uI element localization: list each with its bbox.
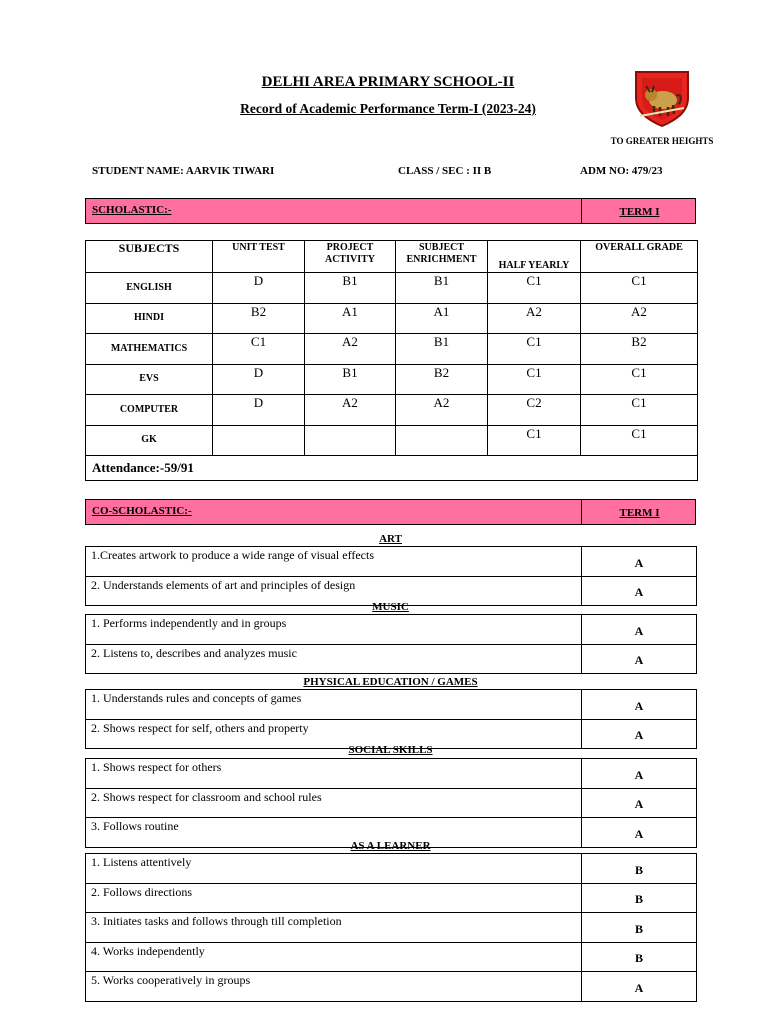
subject-name: MATHEMATICS bbox=[86, 334, 213, 365]
skill-grade: A bbox=[582, 690, 697, 720]
co-scholastic-label: CO-SCHOLASTIC:- bbox=[92, 505, 192, 517]
grade-cell: C2 bbox=[488, 395, 581, 426]
subject-name: EVS bbox=[86, 364, 213, 395]
skill-grade: A bbox=[582, 547, 697, 577]
attendance: Attendance:-59/91 bbox=[86, 456, 698, 481]
table-row bbox=[86, 425, 698, 456]
skill-description: 4. Works independently bbox=[86, 942, 582, 972]
scholastic-section-bar bbox=[85, 198, 696, 224]
co-scholastic-section-bar bbox=[85, 499, 696, 525]
grade-cell: B2 bbox=[581, 334, 698, 365]
record-title: Record of Academic Performance Term-I (2023-24) bbox=[240, 101, 536, 116]
subject-name: HINDI bbox=[86, 303, 213, 334]
skill-grade: A bbox=[582, 759, 697, 789]
subject-name: COMPUTER bbox=[86, 395, 213, 426]
grade-cell: B1 bbox=[305, 364, 396, 395]
grade-cell: D bbox=[213, 364, 305, 395]
skill-description: 3. Initiates tasks and follows through till completion bbox=[86, 913, 582, 943]
grade-cell: C1 bbox=[213, 334, 305, 365]
as-a-learner-table bbox=[85, 853, 697, 1002]
skill-description: 1. Understands rules and concepts of games bbox=[86, 690, 582, 720]
table-row bbox=[86, 913, 697, 943]
grade-cell: C1 bbox=[488, 273, 581, 304]
column-header: PROJECT ACTIVITY bbox=[305, 241, 396, 273]
section-title-art: ART bbox=[379, 533, 402, 545]
table-row bbox=[86, 364, 698, 395]
grade-cell: A2 bbox=[488, 303, 581, 334]
grade-cell: C1 bbox=[581, 364, 698, 395]
table-row bbox=[86, 883, 697, 913]
admission-number: ADM NO: 479/23 bbox=[580, 165, 663, 177]
school-crest-icon bbox=[632, 68, 692, 128]
section-title-social-skills: SOCIAL SKILLS bbox=[348, 744, 433, 756]
column-header: SUBJECT ENRICHMENT bbox=[396, 241, 488, 273]
scholastic-label: SCHOLASTIC:- bbox=[92, 204, 172, 216]
grade-cell: B2 bbox=[213, 303, 305, 334]
grade-cell bbox=[213, 425, 305, 456]
section-title-as-a-learner: AS A LEARNER bbox=[350, 840, 431, 852]
school-name: DELHI AREA PRIMARY SCHOOL-II bbox=[261, 74, 515, 90]
skill-grade: A bbox=[582, 719, 697, 749]
skill-description: 2. Follows directions bbox=[86, 883, 582, 913]
column-header: SUBJECTS bbox=[86, 241, 213, 273]
co-scholastic-term-label: TERM I bbox=[581, 500, 697, 524]
scholastic-header-row bbox=[86, 241, 698, 273]
table-row bbox=[86, 942, 697, 972]
grade-cell: C1 bbox=[581, 425, 698, 456]
grade-cell: B2 bbox=[396, 364, 488, 395]
skill-description: 1. Performs independently and in groups bbox=[86, 615, 582, 645]
grade-cell bbox=[396, 425, 488, 456]
grade-cell: A2 bbox=[581, 303, 698, 334]
grade-cell: D bbox=[213, 273, 305, 304]
grade-cell: B1 bbox=[305, 273, 396, 304]
table-row bbox=[86, 334, 698, 365]
section-title-music: MUSIC bbox=[372, 601, 409, 613]
skill-description: 2. Listens to, describes and analyzes music bbox=[86, 644, 582, 674]
grade-cell: A1 bbox=[396, 303, 488, 334]
scholastic-term-label: TERM I bbox=[581, 199, 697, 223]
table-row bbox=[86, 854, 697, 884]
grade-cell: C1 bbox=[581, 273, 698, 304]
subject-name: GK bbox=[86, 425, 213, 456]
art-table bbox=[85, 546, 697, 606]
skill-description: 2. Understands elements of art and principles of design bbox=[86, 576, 582, 606]
skill-description: 2. Shows respect for classroom and school rules bbox=[86, 788, 582, 818]
skill-grade: A bbox=[582, 972, 697, 1002]
grade-cell: C1 bbox=[488, 334, 581, 365]
grade-cell: A2 bbox=[305, 395, 396, 426]
table-row bbox=[86, 972, 697, 1002]
skill-grade: A bbox=[582, 615, 697, 645]
column-header: OVERALL GRADE bbox=[581, 241, 698, 273]
scholastic-table bbox=[85, 240, 698, 481]
grade-cell: A2 bbox=[305, 334, 396, 365]
column-header: UNIT TEST bbox=[213, 241, 305, 273]
table-row bbox=[86, 788, 697, 818]
skill-description: 2. Shows respect for self, others and property bbox=[86, 719, 582, 749]
grade-cell: D bbox=[213, 395, 305, 426]
grade-cell: B1 bbox=[396, 334, 488, 365]
skill-grade: B bbox=[582, 913, 697, 943]
grade-cell: A2 bbox=[396, 395, 488, 426]
grade-cell: C1 bbox=[581, 395, 698, 426]
table-row bbox=[86, 303, 698, 334]
attendance-row bbox=[86, 456, 698, 481]
grade-cell: C1 bbox=[488, 364, 581, 395]
section-title-physical-education: PHYSICAL EDUCATION / GAMES bbox=[303, 676, 478, 688]
class-section: CLASS / SEC : II B bbox=[398, 165, 492, 177]
table-row bbox=[86, 759, 697, 789]
column-header: HALF YEARLY bbox=[488, 241, 581, 273]
table-row bbox=[86, 644, 697, 674]
skill-grade: B bbox=[582, 942, 697, 972]
grade-cell: A1 bbox=[305, 303, 396, 334]
skill-description: 3. Follows routine bbox=[86, 818, 582, 848]
table-row bbox=[86, 547, 697, 577]
table-row bbox=[86, 615, 697, 645]
grade-cell: B1 bbox=[396, 273, 488, 304]
skill-grade: A bbox=[582, 576, 697, 606]
social-skills-table bbox=[85, 758, 697, 848]
student-name: STUDENT NAME: AARVIK TIWARI bbox=[92, 165, 275, 177]
grade-cell: C1 bbox=[488, 425, 581, 456]
table-row bbox=[86, 273, 698, 304]
skill-grade: A bbox=[582, 644, 697, 674]
table-row bbox=[86, 690, 697, 720]
music-table bbox=[85, 614, 697, 674]
grade-cell bbox=[305, 425, 396, 456]
skill-description: 5. Works cooperatively in groups bbox=[86, 972, 582, 1002]
skill-grade: A bbox=[582, 818, 697, 848]
skill-grade: B bbox=[582, 883, 697, 913]
subject-name: ENGLISH bbox=[86, 273, 213, 304]
skill-grade: A bbox=[582, 788, 697, 818]
skill-description: 1. Shows respect for others bbox=[86, 759, 582, 789]
skill-grade: B bbox=[582, 854, 697, 884]
physical-education-table bbox=[85, 689, 697, 749]
table-row bbox=[86, 395, 698, 426]
school-motto: TO GREATER HEIGHTS bbox=[610, 136, 714, 146]
skill-description: 1. Listens attentively bbox=[86, 854, 582, 884]
skill-description: 1.Creates artwork to produce a wide range of visual effects bbox=[86, 547, 582, 577]
